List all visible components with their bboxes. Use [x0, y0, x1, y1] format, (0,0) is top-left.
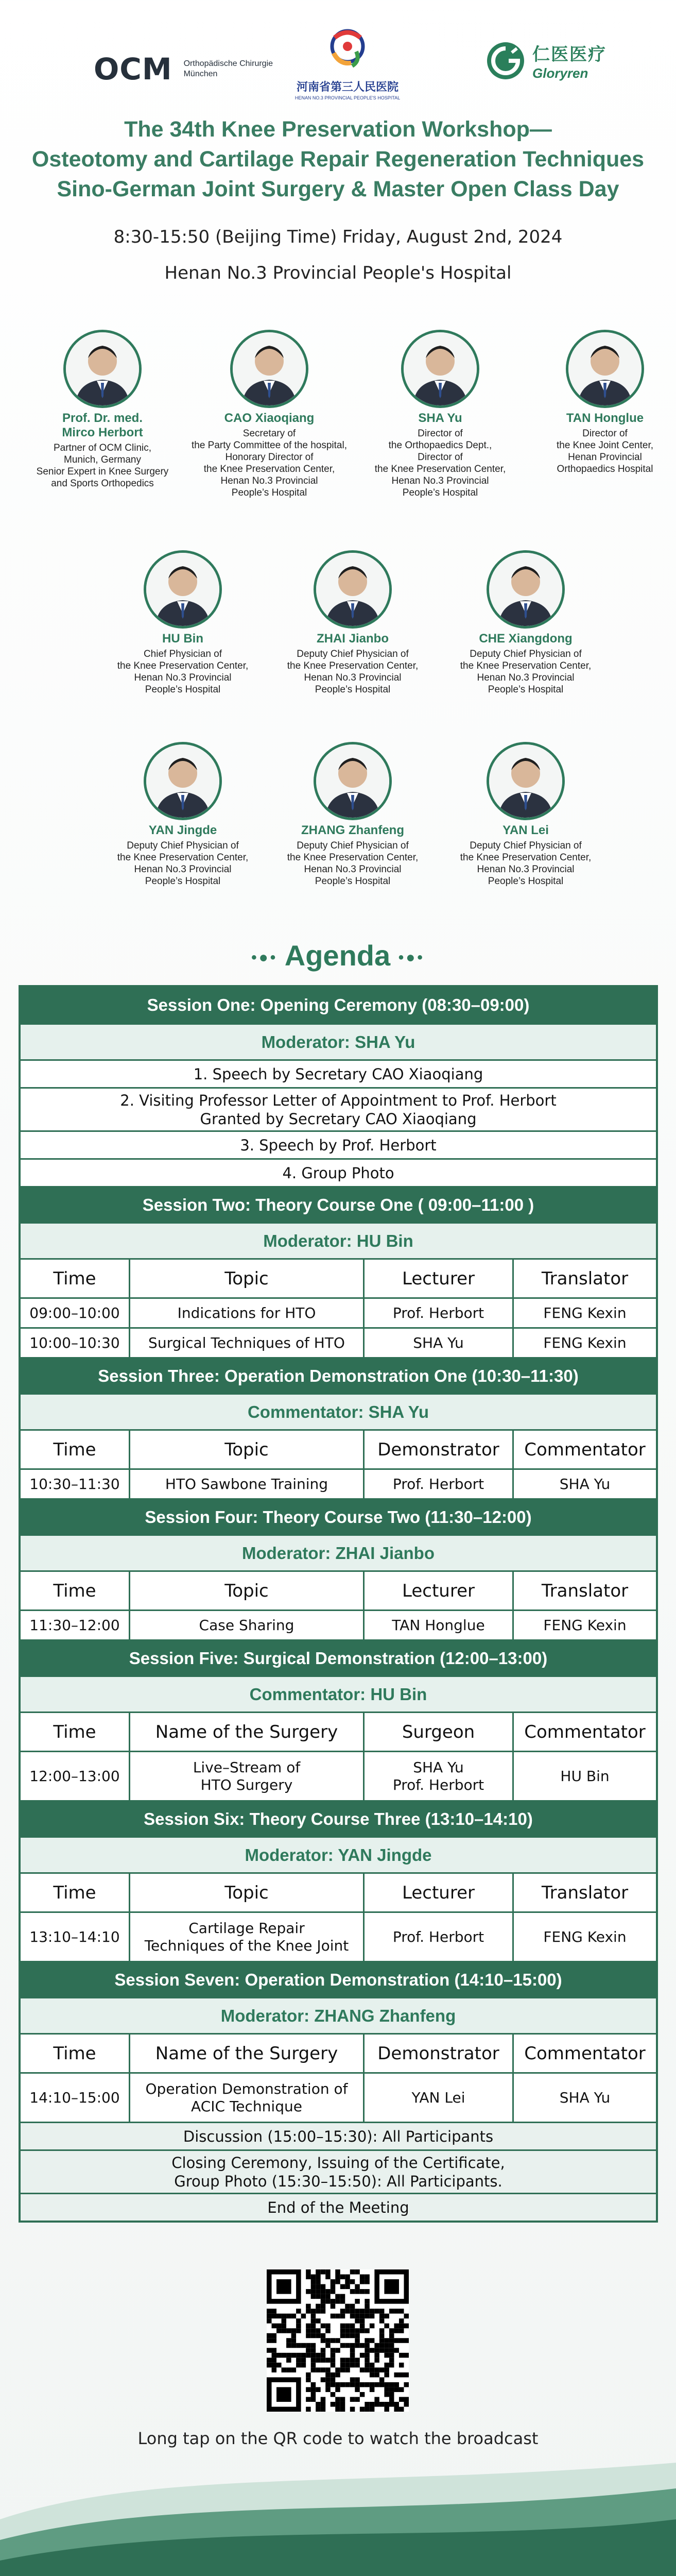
- time-cell: 11:30–12:00: [29, 1617, 120, 1634]
- commentator-cell: SHA Yu: [512, 1470, 656, 1498]
- column-header: Commentator: [512, 2035, 656, 2072]
- table-row: [21, 2072, 656, 2122]
- column-header: Translator: [512, 1572, 656, 1609]
- session-five-commentator: Commentator: HU Bin: [21, 1675, 656, 1711]
- hospital-emblem-icon: [319, 25, 376, 76]
- session-seven-header: Session Seven: Operation Demonstration (14:10–15:00): [21, 1961, 656, 1997]
- session-two-moderator: Moderator: HU Bin: [21, 1222, 656, 1258]
- column-header: Time: [53, 2043, 96, 2064]
- gloryren-en: Gloryren: [532, 65, 588, 81]
- closing-ceremony-row: [21, 2149, 656, 2193]
- speaker-portrait: [566, 330, 644, 408]
- speaker-title: [18, 442, 187, 489]
- speaker-name: [268, 823, 438, 838]
- speaker-card: [184, 330, 354, 499]
- hospital-logo: [288, 25, 407, 100]
- table-row: [21, 1609, 656, 1639]
- speaker-portrait: [487, 550, 565, 629]
- column-header: Topic: [129, 1874, 363, 1911]
- speaker-portrait: [314, 550, 392, 629]
- gloryren-wordmark: [532, 40, 606, 81]
- session-three-header: Session Three: Operation Demonstration One (10:30–11:30): [21, 1357, 656, 1393]
- speaker-title-line: People’s Hospital: [231, 487, 307, 498]
- table-header-row: [21, 1570, 656, 1609]
- speaker-title-line: Deputy Chief Physician of: [297, 649, 409, 659]
- speaker-title-line: Director of: [418, 452, 463, 463]
- speaker-title: [441, 840, 611, 887]
- speaker-title-line: Orthopaedics Hospital: [557, 464, 653, 474]
- agenda-table: [19, 985, 658, 2223]
- commentator-cell: HU Bin: [512, 1752, 656, 1800]
- speaker-title-line: and Sports Orthopedics: [51, 478, 154, 489]
- qr-code-icon: [267, 2269, 409, 2412]
- column-header: Time: [53, 1580, 96, 1601]
- gloryren-cn: 仁医医疗: [532, 44, 606, 65]
- topic-line: Techniques of the Knee Joint: [144, 1937, 349, 1954]
- speaker-name-line: ZHAI Jianbo: [316, 632, 389, 646]
- speaker-name-line: CHE Xiangdong: [479, 632, 573, 646]
- session-one-header: Session One: Opening Ceremony (08:30–09:00): [21, 987, 656, 1023]
- column-header: Lecturer: [363, 1874, 512, 1911]
- speaker-card: [441, 742, 611, 887]
- speaker-name-line: YAN Jingde: [148, 823, 217, 837]
- person-icon: [568, 332, 642, 405]
- speaker-title-line: Henan No.3 Provincial: [391, 476, 489, 486]
- qr-caption: Long tap on the QR code to watch the broadcast: [137, 2429, 539, 2448]
- table-row: [21, 1327, 656, 1357]
- speaker-title-line: Henan No.3 Provincial: [477, 672, 575, 683]
- column-header: Commentator: [512, 1713, 656, 1751]
- speaker-title-line: Henan No.3 Provincial: [134, 672, 232, 683]
- surgeon-line: Prof. Herbort: [392, 1776, 484, 1793]
- topic-cell: [129, 1913, 363, 1961]
- speaker-title-line: Henan No.3 Provincial: [304, 864, 402, 875]
- translator-cell: FENG Kexin: [512, 1913, 656, 1961]
- speaker-portrait: [144, 550, 222, 629]
- surgery-line: Live–Stream of: [193, 1758, 301, 1776]
- time-cell: 09:00–10:00: [29, 1304, 120, 1321]
- column-header: Topic: [129, 1260, 363, 1297]
- event-datetime: 8:30-15:50 (Beijing Time) Friday, August 2nd, 2024: [113, 227, 563, 247]
- session-two-header: Session Two: Theory Course One ( 09:00–11:00 ): [21, 1186, 656, 1222]
- topic-cell: Indications for HTO: [129, 1299, 363, 1327]
- speaker-title-line: Director of: [582, 428, 628, 439]
- speaker-title-line: People’s Hospital: [315, 684, 391, 695]
- agenda-item: 1. Speech by Secretary CAO Xiaoqiang: [21, 1059, 656, 1087]
- speaker-name-line: SHA Yu: [418, 411, 462, 425]
- table-row: [21, 1468, 656, 1498]
- speaker-title-line: People’s Hospital: [402, 487, 478, 498]
- table-row: [21, 1297, 656, 1327]
- person-icon: [66, 332, 139, 405]
- surgery-line: HTO Surgery: [200, 1776, 293, 1793]
- agenda-item-line: 2. Visiting Professor Letter of Appointment to Prof. Herbort: [120, 1091, 557, 1109]
- hospital-logo-english: HENAN NO.3 PROVINCIAL PEOPLE'S HOSPITAL: [294, 95, 401, 100]
- lecturer-cell: Prof. Herbort: [363, 1299, 512, 1327]
- speaker-title-line: Deputy Chief Physician of: [470, 840, 582, 851]
- surgery-cell: [129, 2074, 363, 2122]
- speaker-name: [98, 823, 268, 838]
- lecturer-cell: Prof. Herbort: [363, 1913, 512, 1961]
- speaker-title-line: Deputy Chief Physician of: [127, 840, 239, 851]
- speaker-card: [520, 330, 676, 475]
- column-header: Topic: [129, 1572, 363, 1609]
- speaker-title: [268, 648, 438, 696]
- session-six-header: Session Six: Theory Course Three (13:10–14:10): [21, 1800, 656, 1836]
- topic-cell: Case Sharing: [129, 1611, 363, 1639]
- dots-right-icon: •●•: [398, 949, 425, 967]
- speaker-title-line: Chief Physician of: [143, 649, 222, 659]
- person-icon: [146, 744, 219, 818]
- column-header: Lecturer: [363, 1572, 512, 1609]
- speaker-card: [18, 330, 187, 489]
- speaker-title-line: Henan No.3 Provincial: [134, 864, 232, 875]
- speaker-name: [520, 411, 676, 426]
- speaker-title-line: Secretary of: [242, 428, 296, 439]
- title-line1: The 34th Knee Preservation Workshop—: [124, 117, 552, 142]
- time-cell: 10:00–10:30: [29, 1334, 120, 1351]
- speaker-name-line: HU Bin: [162, 632, 203, 646]
- session-five-header: Session Five: Surgical Demonstration (12:00–13:00): [21, 1639, 656, 1675]
- speaker-title-line: the Knee Preservation Center,: [460, 660, 592, 671]
- speaker-title-line: the Knee Joint Center,: [556, 440, 653, 451]
- column-header: Time: [53, 1268, 96, 1289]
- hospital-logo-name: 河南省第三人民医院: [296, 80, 398, 94]
- agenda-item: 3. Speech by Prof. Herbort: [21, 1130, 656, 1158]
- speaker-title-line: Henan No.3 Provincial: [220, 476, 318, 486]
- speaker-title: [441, 648, 611, 696]
- speaker-portrait: [144, 742, 222, 820]
- ocm-logo-subtitle: [184, 59, 273, 79]
- speaker-title-line: the Knee Preservation Center,: [117, 660, 249, 671]
- speaker-title-line: Henan No.3 Provincial: [477, 864, 575, 875]
- column-header: Time: [53, 1882, 96, 1903]
- time-cell: 10:30–11:30: [29, 1476, 120, 1493]
- speaker-name: [441, 632, 611, 646]
- agenda-item-line: Granted by Secretary CAO Xiaoqiang: [200, 1110, 477, 1128]
- person-icon: [489, 744, 562, 818]
- demonstrator-cell: Prof. Herbort: [363, 1470, 512, 1498]
- speaker-title-line: the Knee Preservation Center,: [203, 464, 335, 474]
- title-line2: Osteotomy and Cartilage Repair Regeneration Techniques: [31, 147, 645, 172]
- surgery-line: Operation Demonstration of: [145, 2080, 348, 2097]
- speaker-title-line: People’s Hospital: [315, 876, 391, 887]
- session-three-commentator: Commentator: SHA Yu: [21, 1393, 656, 1429]
- column-header: Lecturer: [363, 1260, 512, 1297]
- table-header-row: [21, 2033, 656, 2072]
- speaker-name: [268, 632, 438, 646]
- time-cell: 14:10–15:00: [29, 2089, 120, 2106]
- speaker-title-line: Henan Provincial: [568, 452, 642, 463]
- session-six-moderator: Moderator: YAN Jingde: [21, 1836, 656, 1872]
- surgeon-line: SHA Yu: [413, 1758, 464, 1776]
- speaker-card: [98, 550, 268, 696]
- translator-cell: FENG Kexin: [512, 1329, 656, 1357]
- column-header: Commentator: [512, 1431, 656, 1468]
- session-four-moderator: Moderator: ZHAI Jianbo: [21, 1534, 656, 1570]
- column-header: Translator: [512, 1874, 656, 1911]
- speaker-title-line: the Knee Preservation Center,: [460, 852, 592, 863]
- speaker-name-line: TAN Honglue: [566, 411, 644, 425]
- speaker-title-line: People’s Hospital: [488, 876, 564, 887]
- speaker-title: [520, 428, 676, 475]
- topic-cell: HTO Sawbone Training: [129, 1470, 363, 1498]
- table-row: [21, 1751, 656, 1800]
- surgeon-cell: [363, 1752, 512, 1800]
- speaker-title-line: Munich, Germany: [64, 454, 141, 465]
- speaker-title-line: People’s Hospital: [488, 684, 564, 695]
- column-header: Time: [53, 1439, 96, 1460]
- speaker-title-line: Deputy Chief Physician of: [297, 840, 409, 851]
- surgery-line: ACIC Technique: [191, 2097, 302, 2115]
- session-four-header: Session Four: Theory Course Two (11:30–12:00): [21, 1498, 656, 1534]
- speaker-title: [98, 648, 268, 696]
- speaker-name: [98, 632, 268, 646]
- time-cell: 13:10–14:10: [29, 1928, 120, 1945]
- ocm-subtitle-line2: München: [183, 70, 218, 78]
- speaker-card: [355, 330, 525, 499]
- speaker-card: [98, 742, 268, 887]
- gloryren-emblem-icon: [486, 41, 525, 80]
- closing-line: Group Photo (15:30–15:50): All Participants.: [174, 2172, 502, 2190]
- time-cell: 12:00–13:00: [29, 1767, 120, 1785]
- closing-line: Closing Ceremony, Issuing of the Certificate,: [171, 2154, 505, 2172]
- agenda-heading-text: Agenda: [284, 939, 391, 972]
- speaker-title-line: Deputy Chief Physician of: [470, 649, 582, 659]
- speaker-title: [355, 428, 525, 499]
- speaker-title-line: Partner of OCM Clinic,: [53, 443, 152, 453]
- table-header-row: [21, 1872, 656, 1911]
- topic-cell: Surgical Techniques of HTO: [129, 1329, 363, 1357]
- speaker-title-line: People’s Hospital: [145, 876, 221, 887]
- translator-cell: FENG Kexin: [512, 1611, 656, 1639]
- ocm-logo-mark: OCM: [94, 52, 172, 87]
- person-icon: [233, 332, 306, 405]
- speaker-title: [268, 840, 438, 887]
- speaker-title: [184, 428, 354, 499]
- speaker-title-line: the Knee Preservation Center,: [374, 464, 506, 474]
- speaker-portrait: [63, 330, 142, 408]
- column-header: Time: [53, 1721, 96, 1742]
- surgery-cell: [129, 1752, 363, 1800]
- speaker-card: [268, 550, 438, 696]
- speaker-title-line: the Party Committee of the hospital,: [191, 440, 348, 451]
- table-header-row: [21, 1429, 656, 1468]
- gloryren-logo: [486, 40, 606, 81]
- speaker-name-line: ZHANG Zhanfeng: [301, 823, 404, 837]
- table-row: [21, 1911, 656, 1961]
- demonstrator-cell: YAN Lei: [363, 2074, 512, 2122]
- speaker-title-line: the Knee Preservation Center,: [287, 852, 419, 863]
- speaker-portrait: [487, 742, 565, 820]
- event-venue: Henan No.3 Provincial People's Hospital: [164, 263, 512, 283]
- title-line3: Sino-German Joint Surgery & Master Open Class Day: [57, 177, 619, 201]
- speaker-name: [18, 411, 187, 440]
- page-title: [0, 114, 676, 204]
- speaker-name-line: Mirco Herbort: [62, 426, 143, 439]
- person-icon: [316, 553, 389, 626]
- speaker-title-line: Senior Expert in Knee Surgery: [36, 466, 169, 477]
- speaker-name-line: YAN Lei: [502, 823, 549, 837]
- bottom-wave-decoration: [0, 2458, 676, 2576]
- speaker-portrait: [230, 330, 308, 408]
- speaker-card: [268, 742, 438, 887]
- speaker-title-line: the Knee Preservation Center,: [117, 852, 249, 863]
- agenda-heading: [0, 939, 676, 972]
- broadcast-qr-code[interactable]: [267, 2269, 409, 2412]
- speaker-title-line: People’s Hospital: [145, 684, 221, 695]
- speaker-title-line: the Knee Preservation Center,: [287, 660, 419, 671]
- end-of-meeting-row: End of the Meeting: [21, 2193, 656, 2221]
- dots-left-icon: •●•: [251, 949, 278, 967]
- speaker-portrait: [401, 330, 479, 408]
- person-icon: [316, 744, 389, 818]
- column-header: Surgeon: [363, 1713, 512, 1751]
- lecturer-cell: TAN Honglue: [363, 1611, 512, 1639]
- column-header: Name of the Surgery: [129, 1713, 363, 1751]
- table-header-row: [21, 1711, 656, 1751]
- table-header-row: [21, 1258, 656, 1297]
- agenda-item: [21, 1087, 656, 1130]
- speaker-name-line: CAO Xiaoqiang: [224, 411, 315, 425]
- speaker-name-line: Prof. Dr. med.: [62, 411, 143, 425]
- lecturer-cell: SHA Yu: [363, 1329, 512, 1357]
- speaker-title-line: Director of: [418, 428, 463, 439]
- column-header: Topic: [129, 1431, 363, 1468]
- column-header: Name of the Surgery: [129, 2035, 363, 2072]
- speaker-name: [184, 411, 354, 426]
- session-seven-moderator: Moderator: ZHANG Zhanfeng: [21, 1997, 656, 2033]
- speaker-card: [441, 550, 611, 696]
- speaker-title-line: the Orthopaedics Dept.,: [388, 440, 492, 451]
- topic-line: Cartilage Repair: [188, 1919, 305, 1937]
- speaker-portrait: [314, 742, 392, 820]
- column-header: Translator: [512, 1260, 656, 1297]
- logo-bar: [0, 25, 676, 100]
- speaker-name: [441, 823, 611, 838]
- discussion-row: Discussion (15:00–15:30): All Participants: [21, 2122, 656, 2149]
- ocm-subtitle-line1: Orthopädische Chirurgie: [183, 59, 273, 68]
- translator-cell: FENG Kexin: [512, 1299, 656, 1327]
- column-header: Demonstrator: [363, 1431, 512, 1468]
- speaker-title: [98, 840, 268, 887]
- ocm-logo: [94, 52, 273, 87]
- person-icon: [146, 553, 219, 626]
- speaker-title-line: Henan No.3 Provincial: [304, 672, 402, 683]
- column-header: Demonstrator: [363, 2035, 512, 2072]
- person-icon: [404, 332, 477, 405]
- speaker-name: [355, 411, 525, 426]
- speaker-title-line: Honorary Director of: [225, 452, 314, 463]
- person-icon: [489, 553, 562, 626]
- session-one-moderator: Moderator: SHA Yu: [21, 1023, 656, 1059]
- commentator-cell: SHA Yu: [512, 2074, 656, 2122]
- agenda-item: 4. Group Photo: [21, 1158, 656, 1186]
